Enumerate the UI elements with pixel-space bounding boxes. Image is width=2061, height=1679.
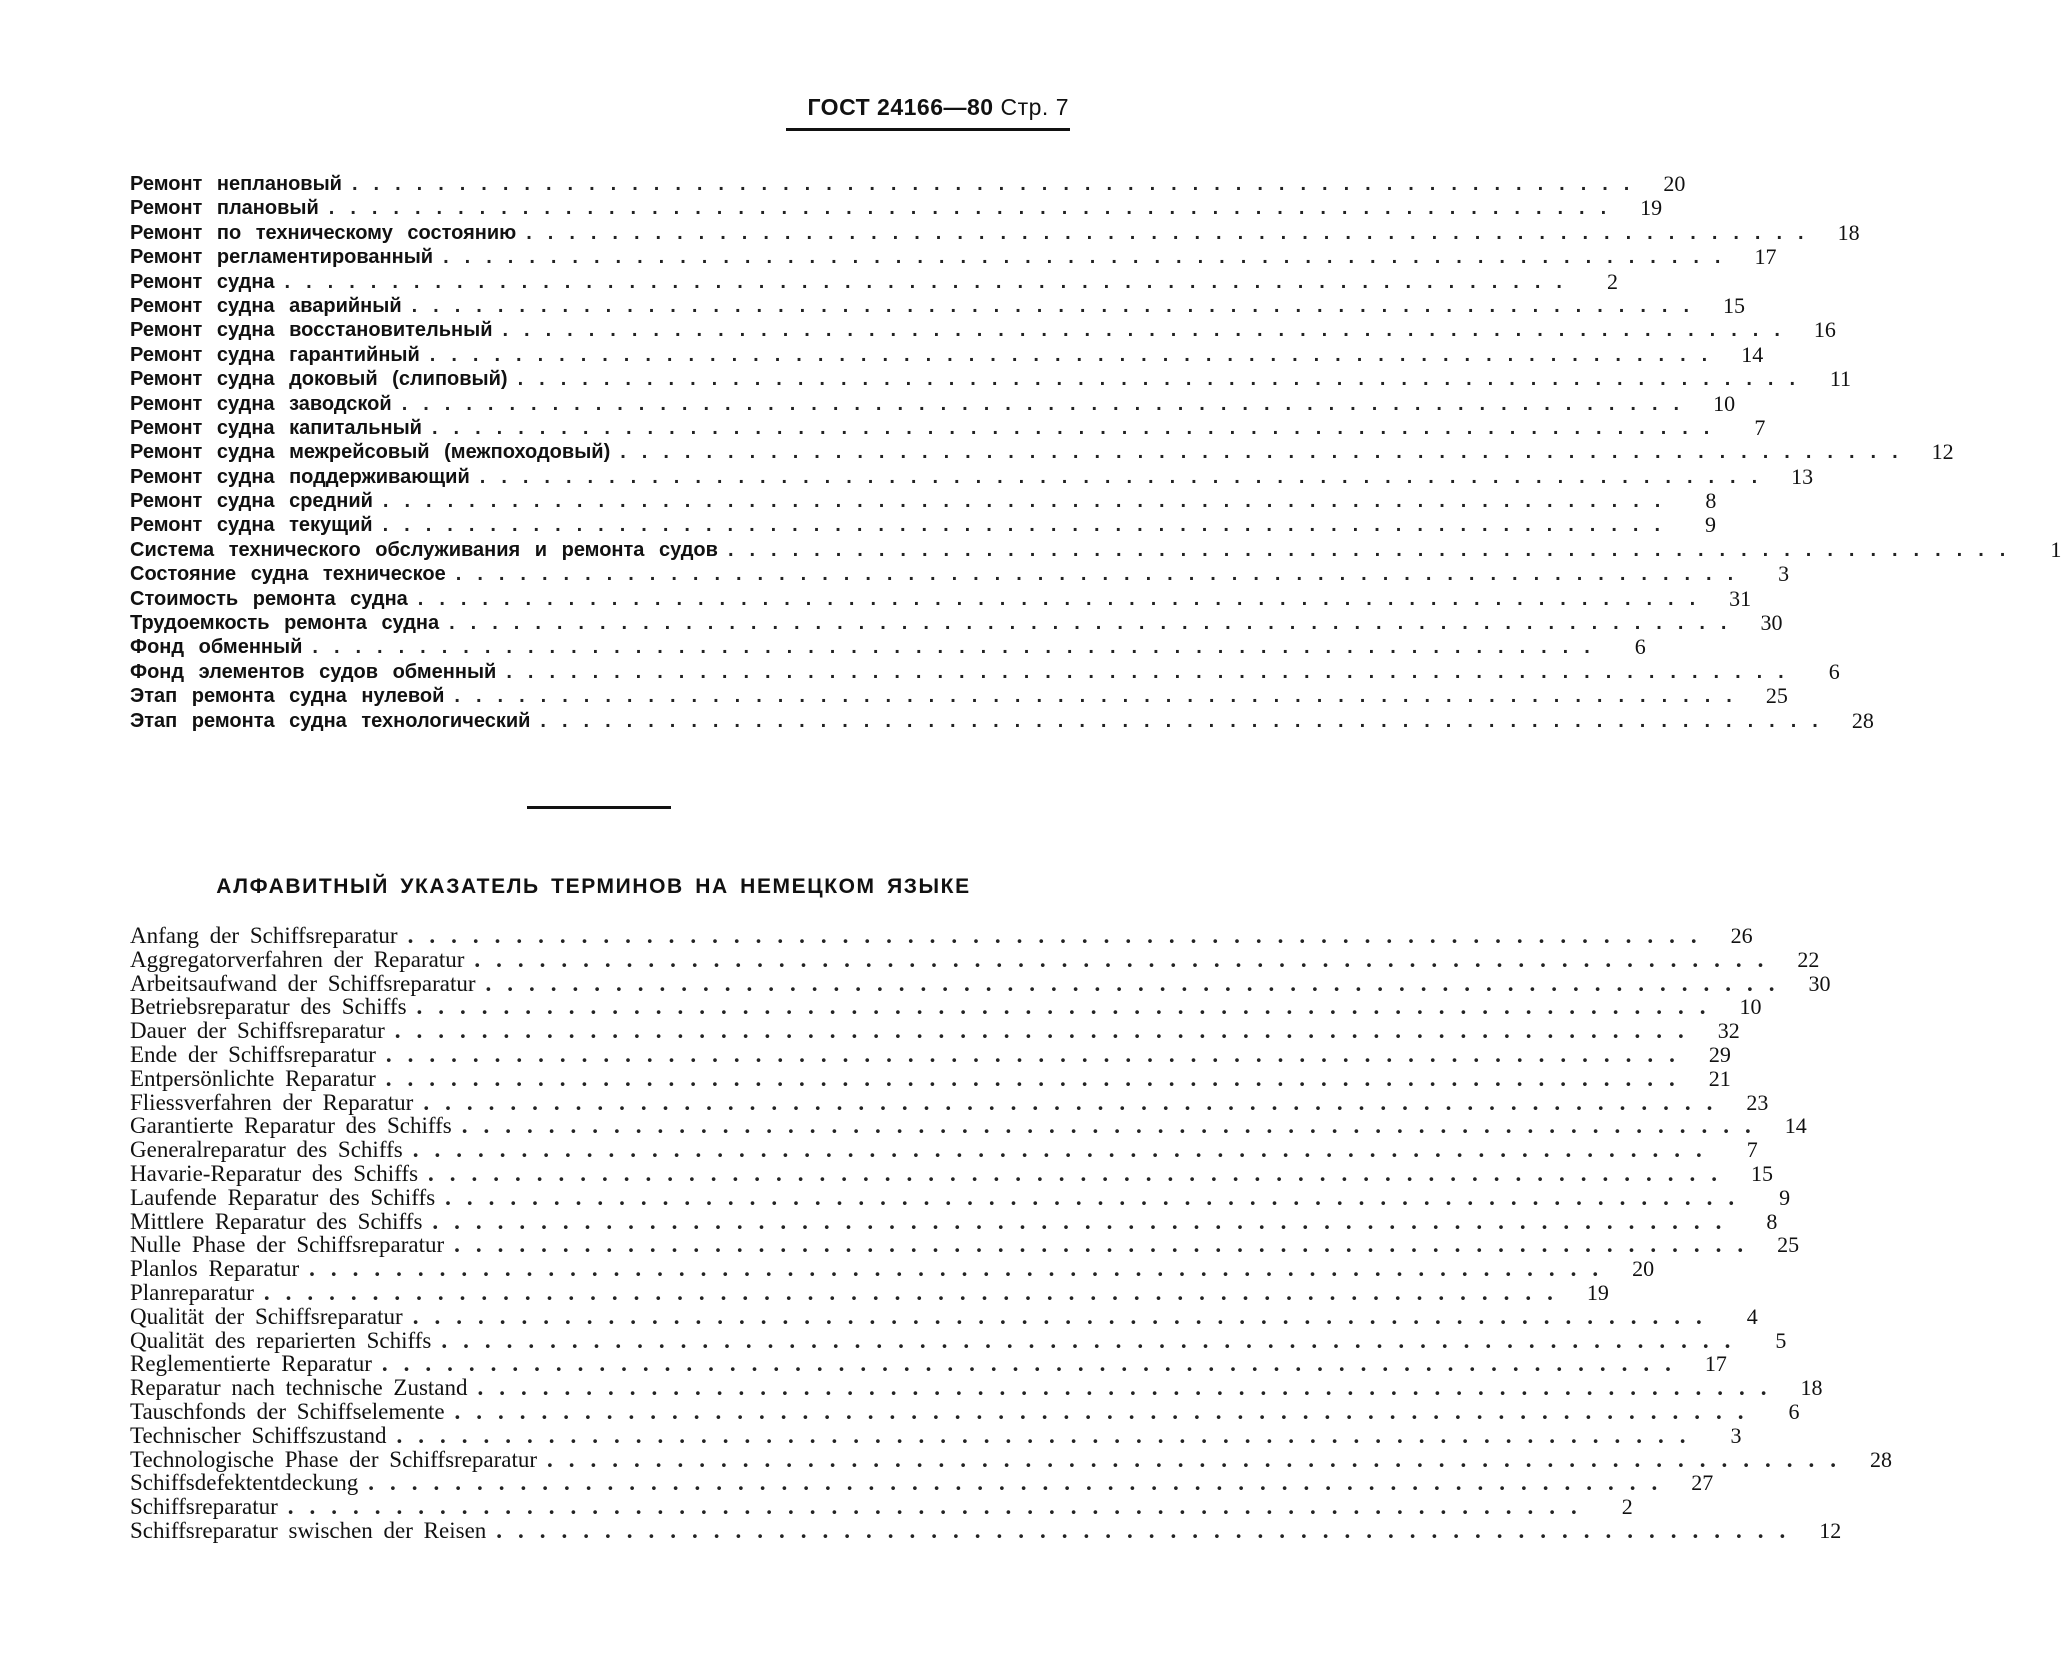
dot-leader: ............................................................ — [429, 343, 1724, 366]
index-page-number: 15 — [1723, 292, 1746, 318]
index-page-number: 19 — [1640, 195, 1663, 221]
dot-leader: ............................................................ — [502, 319, 1796, 342]
german-term-index — [130, 923, 1893, 1543]
index-entry — [130, 414, 1766, 440]
index-term: Anfang der Schiffsreparatur — [130, 923, 398, 948]
index-entry — [130, 536, 2061, 562]
index-term: Arbeitsaufwand der Schiffsreparatur — [130, 970, 476, 996]
index-page-number: 17 — [1704, 1351, 1727, 1377]
index-page-number: 15 — [1751, 1160, 1774, 1186]
index-page-number: 7 — [1754, 414, 1766, 440]
index-page-number: 6 — [1634, 634, 1646, 660]
dot-leader: ............................................................ — [263, 1279, 1569, 1305]
index-term: Reglementierte Reparatur — [130, 1351, 372, 1377]
index-entry — [130, 1470, 1714, 1496]
index-term: Ремонт судна аварийный — [130, 294, 402, 317]
index-entry — [130, 1137, 1758, 1163]
index-term: Фонд элементов судов обменный — [130, 660, 497, 683]
index-page-number: 27 — [1691, 1470, 1714, 1496]
index-entry — [130, 707, 1874, 733]
index-page-number: 2 — [1606, 268, 1618, 294]
index-entry — [130, 946, 1820, 972]
index-page-number: 6 — [1788, 1398, 1800, 1424]
index-term: Planlos Reparatur — [130, 1256, 300, 1282]
index-page-number: 6 — [1828, 658, 1840, 684]
index-entry — [130, 1256, 1655, 1282]
index-term: Ремонт судна текущий — [130, 514, 373, 537]
index-term: Schiffsreparatur — [130, 1494, 278, 1520]
dot-leader: ............................................................ — [432, 1208, 1738, 1234]
index-term: Laufende Reparatur des Schiffs — [130, 1184, 436, 1210]
index-page-number: 8 — [1766, 1208, 1778, 1234]
dot-leader: ............................................................ — [385, 1065, 1691, 1091]
index-entry — [130, 610, 1783, 636]
dot-leader: ............................................................ — [445, 1184, 1751, 1210]
index-page-number: 7 — [1746, 1137, 1758, 1163]
index-entry — [130, 268, 1618, 294]
index-entry — [130, 1494, 1633, 1520]
index-entry — [130, 1113, 1807, 1139]
index-page-number: 11 — [1829, 366, 1852, 392]
index-entry — [130, 1018, 1740, 1044]
dot-leader: ............................................................ — [620, 441, 1914, 464]
dot-leader: ............................................................ — [506, 660, 1800, 683]
index-page-number: 26 — [1730, 923, 1753, 948]
index-entry — [130, 994, 1762, 1020]
index-entry — [130, 1089, 1769, 1115]
dot-leader: ............................................................ — [412, 1303, 1718, 1329]
dot-leader: ............................................................ — [540, 709, 1834, 732]
dot-leader: ............................................................ — [454, 1398, 1760, 1424]
dot-leader: ............................................................ — [382, 514, 1677, 537]
index-term: Трудоемкость ремонта судна — [130, 612, 440, 635]
index-term: Ремонт судна капитальный — [130, 416, 422, 439]
dot-leader: ............................................................ — [328, 197, 1623, 220]
index-entry — [130, 1351, 1727, 1377]
index-page-number: 21 — [1708, 1065, 1731, 1091]
index-term: Schiffsdefektentdeckung — [130, 1470, 359, 1496]
dot-leader: ............................................................ — [423, 1089, 1729, 1115]
index-page-number: 5 — [1775, 1327, 1787, 1353]
index-entry — [130, 1232, 1800, 1258]
section-divider — [527, 806, 671, 809]
dot-leader: ............................................................ — [385, 1041, 1691, 1067]
index-term: Ремонт плановый — [130, 197, 319, 220]
index-term: Ремонт судна — [130, 270, 275, 293]
index-page-number: 29 — [1708, 1041, 1731, 1067]
dot-leader: ............................................................ — [461, 1113, 1767, 1139]
index-entry — [130, 1041, 1731, 1067]
index-entry — [130, 683, 1788, 709]
dot-leader: ............................................................ — [449, 612, 1743, 635]
index-entry — [130, 1517, 1842, 1543]
dot-leader: ............................................................ — [284, 270, 1578, 293]
index-term: Ремонт судна межрейсовый (межпоходовый) — [130, 441, 611, 464]
index-term: Schiffsreparatur swischen der Reisen — [130, 1517, 487, 1543]
index-term: Nulle Phase der Schiffsreparatur — [130, 1232, 445, 1258]
dot-leader: ............................................................ — [382, 490, 1677, 513]
index-entry — [130, 970, 1831, 996]
index-entry — [130, 585, 1752, 611]
index-page-number: 10 — [1739, 994, 1762, 1020]
dot-leader: ............................................................ — [417, 587, 1712, 610]
index-page-number: 12 — [1819, 1517, 1842, 1543]
dot-leader: ............................................................ — [428, 1160, 1734, 1186]
index-entry — [130, 1375, 1823, 1401]
index-term: Reparatur nach technische Zustand — [130, 1375, 468, 1401]
dot-leader: ............................................................ — [309, 1256, 1615, 1282]
index-term: Garantierte Reparatur des Schiffs — [130, 1113, 452, 1139]
index-entry — [130, 658, 1840, 684]
dot-leader: ............................................................ — [396, 1422, 1702, 1448]
german-index-title: АЛФАВИТНЫЙ УКАЗАТЕЛЬ ТЕРМИНОВ НА НЕМЕЦКОМ ЯЗЫКЕ — [216, 875, 971, 898]
index-page-number: 14 — [1741, 341, 1764, 367]
index-entry — [130, 1160, 1774, 1186]
index-entry — [130, 1327, 1787, 1353]
index-entry — [130, 195, 1663, 221]
index-page-number: 28 — [1870, 1446, 1893, 1472]
index-page-number: 16 — [1813, 317, 1836, 343]
index-page-number: 30 — [1808, 970, 1831, 996]
dot-leader: ............................................................ — [287, 1494, 1593, 1520]
index-page-number: 10 — [1713, 390, 1736, 416]
index-page-number: 18 — [1837, 219, 1860, 245]
russian-term-index — [130, 170, 2061, 733]
index-entry — [130, 1303, 1758, 1329]
index-entry — [130, 366, 1852, 392]
index-term: Dauer der Schiffsreparatur — [130, 1018, 385, 1044]
dot-leader: ............................................................ — [454, 685, 1748, 708]
index-term: Этап ремонта судна нулевой — [130, 685, 445, 708]
index-page-number: 23 — [1746, 1089, 1769, 1115]
index-term: Ende der Schiffsreparatur — [130, 1041, 376, 1067]
index-page-number: 9 — [1705, 512, 1717, 538]
index-entry — [130, 1065, 1731, 1091]
index-entry — [130, 292, 1746, 318]
dot-leader: ............................................................ — [455, 563, 1750, 586]
index-page-number: 1 — [2050, 536, 2061, 562]
standard-number: ГОСТ 24166—80 — [807, 94, 994, 120]
index-entry — [130, 1446, 1893, 1472]
index-page-number: 4 — [1746, 1303, 1758, 1329]
dot-leader: ............................................................ — [431, 416, 1726, 439]
index-page-number: 25 — [1777, 1232, 1800, 1258]
index-page-number: 8 — [1705, 488, 1717, 514]
dot-leader: ............................................................ — [526, 221, 1820, 244]
header-rule — [786, 128, 1070, 131]
dot-leader: ............................................................ — [496, 1517, 1802, 1543]
dot-leader: ............................................................ — [411, 294, 1706, 317]
index-term: Ремонт по техническому состоянию — [130, 221, 517, 244]
dot-leader: ............................................................ — [394, 1018, 1700, 1044]
index-entry — [130, 439, 1954, 465]
index-entry — [130, 1422, 1742, 1448]
index-entry — [130, 219, 1860, 245]
index-term: Ремонт судна гарантийный — [130, 343, 420, 366]
index-page-number: 13 — [1791, 463, 1814, 489]
index-term: Ремонт судна средний — [130, 490, 373, 513]
dot-leader: ............................................................ — [485, 970, 1791, 996]
index-entry — [130, 317, 1836, 343]
dot-leader: ............................................................ — [416, 994, 1722, 1020]
index-term: Tauschfonds der Schiffselemente — [130, 1398, 445, 1424]
index-term: Planreparatur — [130, 1279, 254, 1305]
index-page-number: 25 — [1765, 683, 1788, 709]
dot-leader: ............................................................ — [407, 923, 1713, 948]
index-entry — [130, 1398, 1800, 1424]
dot-leader: ............................................................ — [441, 1327, 1747, 1353]
index-page-number: 20 — [1632, 1256, 1655, 1282]
index-page-number: 31 — [1729, 585, 1752, 611]
dot-leader: ............................................................ — [381, 1351, 1687, 1377]
index-page-number: 14 — [1784, 1113, 1807, 1139]
index-entry — [130, 463, 1814, 489]
index-page-number: 19 — [1586, 1279, 1609, 1305]
index-entry — [130, 923, 1753, 948]
index-term: Technischer Schiffszustand — [130, 1422, 387, 1448]
index-entry — [130, 1184, 1791, 1210]
dot-leader: ............................................................ — [477, 1375, 1783, 1401]
dot-leader: ............................................................ — [474, 946, 1780, 972]
index-term: Ремонт регламентированный — [130, 246, 434, 269]
index-page-number: 17 — [1754, 244, 1777, 270]
index-term: Generalreparatur des Schiffs — [130, 1137, 403, 1163]
index-term: Ремонт судна восстановительный — [130, 319, 493, 342]
index-page-number: 20 — [1663, 170, 1686, 196]
dot-leader: ............................................................ — [454, 1232, 1760, 1258]
index-entry — [130, 1279, 1609, 1305]
index-term: Этап ремонта судна технологический — [130, 709, 531, 732]
index-entry — [130, 561, 1790, 587]
index-term: Betriebsreparatur des Schiffs — [130, 994, 407, 1020]
dot-leader: ............................................................ — [368, 1470, 1674, 1496]
index-page-number: 2 — [1621, 1494, 1633, 1520]
index-page-number: 18 — [1800, 1375, 1823, 1401]
index-term: Mittlere Reparatur des Schiffs — [130, 1208, 423, 1234]
dot-leader: ............................................................ — [547, 1446, 1853, 1472]
index-term: Technologische Phase der Schiffsreparatur — [130, 1446, 538, 1472]
index-term: Ремонт судна заводской — [130, 392, 392, 415]
page-label: Стр. 7 — [1000, 94, 1069, 120]
index-term: Состояние судна техническое — [130, 563, 446, 586]
index-entry — [130, 488, 1717, 514]
index-term: Ремонт судна поддерживающий — [130, 465, 470, 488]
index-page-number: 3 — [1778, 561, 1790, 587]
index-term: Entpersönlichte Reparatur — [130, 1065, 376, 1091]
index-page-number: 28 — [1851, 707, 1874, 733]
index-term: Fliessverfahren der Reparatur — [130, 1089, 414, 1115]
index-entry — [130, 170, 1686, 196]
index-term: Qualität des reparierten Schiffs — [130, 1327, 432, 1353]
index-term: Havarie-Reparatur des Schiffs — [130, 1160, 419, 1186]
index-term: Ремонт судна доковый (слиповый) — [130, 368, 508, 391]
dot-leader: ............................................................ — [443, 246, 1737, 269]
index-term: Aggregatorverfahren der Reparatur — [130, 946, 465, 972]
index-entry — [130, 390, 1736, 416]
index-term: Фонд обменный — [130, 636, 303, 659]
dot-leader: ............................................................ — [412, 1137, 1718, 1163]
index-entry — [130, 1208, 1778, 1234]
dot-leader: ............................................................ — [312, 636, 1606, 659]
dot-leader: ............................................................ — [479, 465, 1774, 488]
index-term: Ремонт неплановый — [130, 172, 342, 195]
page-header — [807, 94, 1069, 121]
index-term: Система технического обслуживания и ремонта судов — [130, 538, 718, 561]
index-entry — [130, 512, 1717, 538]
dot-leader: ............................................................ — [351, 172, 1646, 195]
index-entry — [130, 341, 1764, 367]
dot-leader: ............................................................ — [517, 368, 1812, 391]
dot-leader: ............................................................ — [401, 392, 1696, 415]
index-page-number: 12 — [1931, 439, 1954, 465]
index-term: Стоимость ремонта судна — [130, 587, 408, 610]
index-entry — [130, 634, 1646, 660]
index-page-number: 32 — [1717, 1018, 1740, 1044]
index-page-number: 22 — [1797, 946, 1820, 972]
dot-leader: ............................................................ — [727, 538, 2022, 561]
index-page-number: 30 — [1760, 610, 1783, 636]
index-term: Qualität der Schiffsreparatur — [130, 1303, 403, 1329]
index-entry — [130, 244, 1777, 270]
index-page-number: 3 — [1730, 1422, 1742, 1448]
index-page-number: 9 — [1779, 1184, 1791, 1210]
